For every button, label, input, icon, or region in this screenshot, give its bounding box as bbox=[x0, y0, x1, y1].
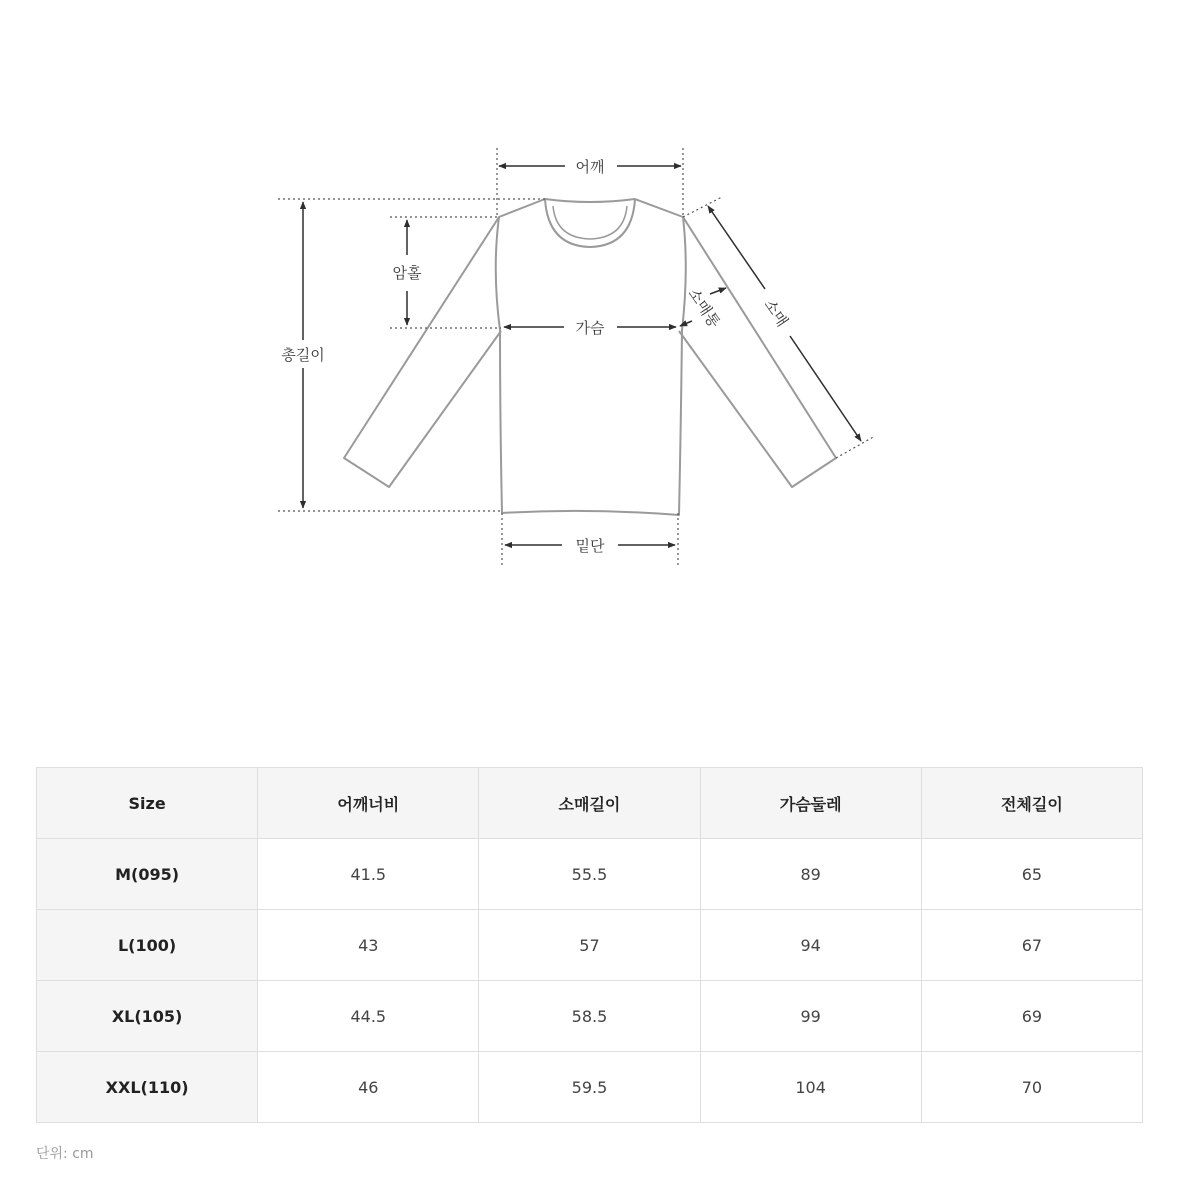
table-cell: 43 bbox=[258, 910, 479, 981]
table-cell: 69 bbox=[921, 981, 1142, 1052]
size-cell: XXL(110) bbox=[37, 1052, 258, 1123]
guide-sleeve-top bbox=[683, 197, 722, 217]
header-size: Size bbox=[37, 768, 258, 839]
table-cell: 65 bbox=[921, 839, 1142, 910]
label-total-length: 총길이 bbox=[281, 346, 325, 364]
table-row bbox=[37, 910, 1143, 981]
label-chest: 가슴 bbox=[575, 319, 605, 337]
size-cell: M(095) bbox=[37, 839, 258, 910]
size-cell: L(100) bbox=[37, 910, 258, 981]
arrow-sleeve-width-top bbox=[710, 288, 726, 294]
shirt-left-sleeve-outline bbox=[344, 217, 501, 487]
label-armhole: 암홀 bbox=[392, 264, 422, 282]
table-cell: 94 bbox=[700, 910, 921, 981]
table-cell: 99 bbox=[700, 981, 921, 1052]
label-sleeve: 소매 bbox=[760, 295, 792, 331]
table-row bbox=[37, 981, 1143, 1052]
table-cell: 89 bbox=[700, 839, 921, 910]
size-cell: XL(105) bbox=[37, 981, 258, 1052]
table-header-row bbox=[37, 768, 1143, 839]
table-cell: 67 bbox=[921, 910, 1142, 981]
table-cell: 46 bbox=[258, 1052, 479, 1123]
arrow-sleeve-top bbox=[708, 206, 765, 289]
table-cell: 55.5 bbox=[479, 839, 700, 910]
size-chart-table bbox=[36, 767, 1143, 1123]
arrow-sleeve-bottom bbox=[790, 336, 861, 441]
shirt-right-sleeve-outline bbox=[679, 217, 836, 487]
guide-sleeve-bottom bbox=[836, 436, 875, 458]
table-row bbox=[37, 839, 1143, 910]
table-cell: 70 bbox=[921, 1052, 1142, 1123]
header-chest-circumference: 가슴둘레 bbox=[700, 768, 921, 839]
shirt-collar-inner-outline bbox=[553, 206, 627, 239]
table-cell: 41.5 bbox=[258, 839, 479, 910]
label-sleeve-width: 소매통 bbox=[684, 284, 724, 332]
table-cell: 57 bbox=[479, 910, 700, 981]
table-row bbox=[37, 1052, 1143, 1123]
header-shoulder-width: 어깨너비 bbox=[258, 768, 479, 839]
unit-note: 단위: cm bbox=[36, 1146, 94, 1162]
header-sleeve-length: 소매길이 bbox=[479, 768, 700, 839]
label-shoulder: 어깨 bbox=[575, 158, 605, 176]
label-hem: 밑단 bbox=[575, 537, 605, 555]
table-cell: 58.5 bbox=[479, 981, 700, 1052]
header-total-length: 전체길이 bbox=[921, 768, 1142, 839]
table-cell: 104 bbox=[700, 1052, 921, 1123]
table-cell: 59.5 bbox=[479, 1052, 700, 1123]
table-cell: 44.5 bbox=[258, 981, 479, 1052]
